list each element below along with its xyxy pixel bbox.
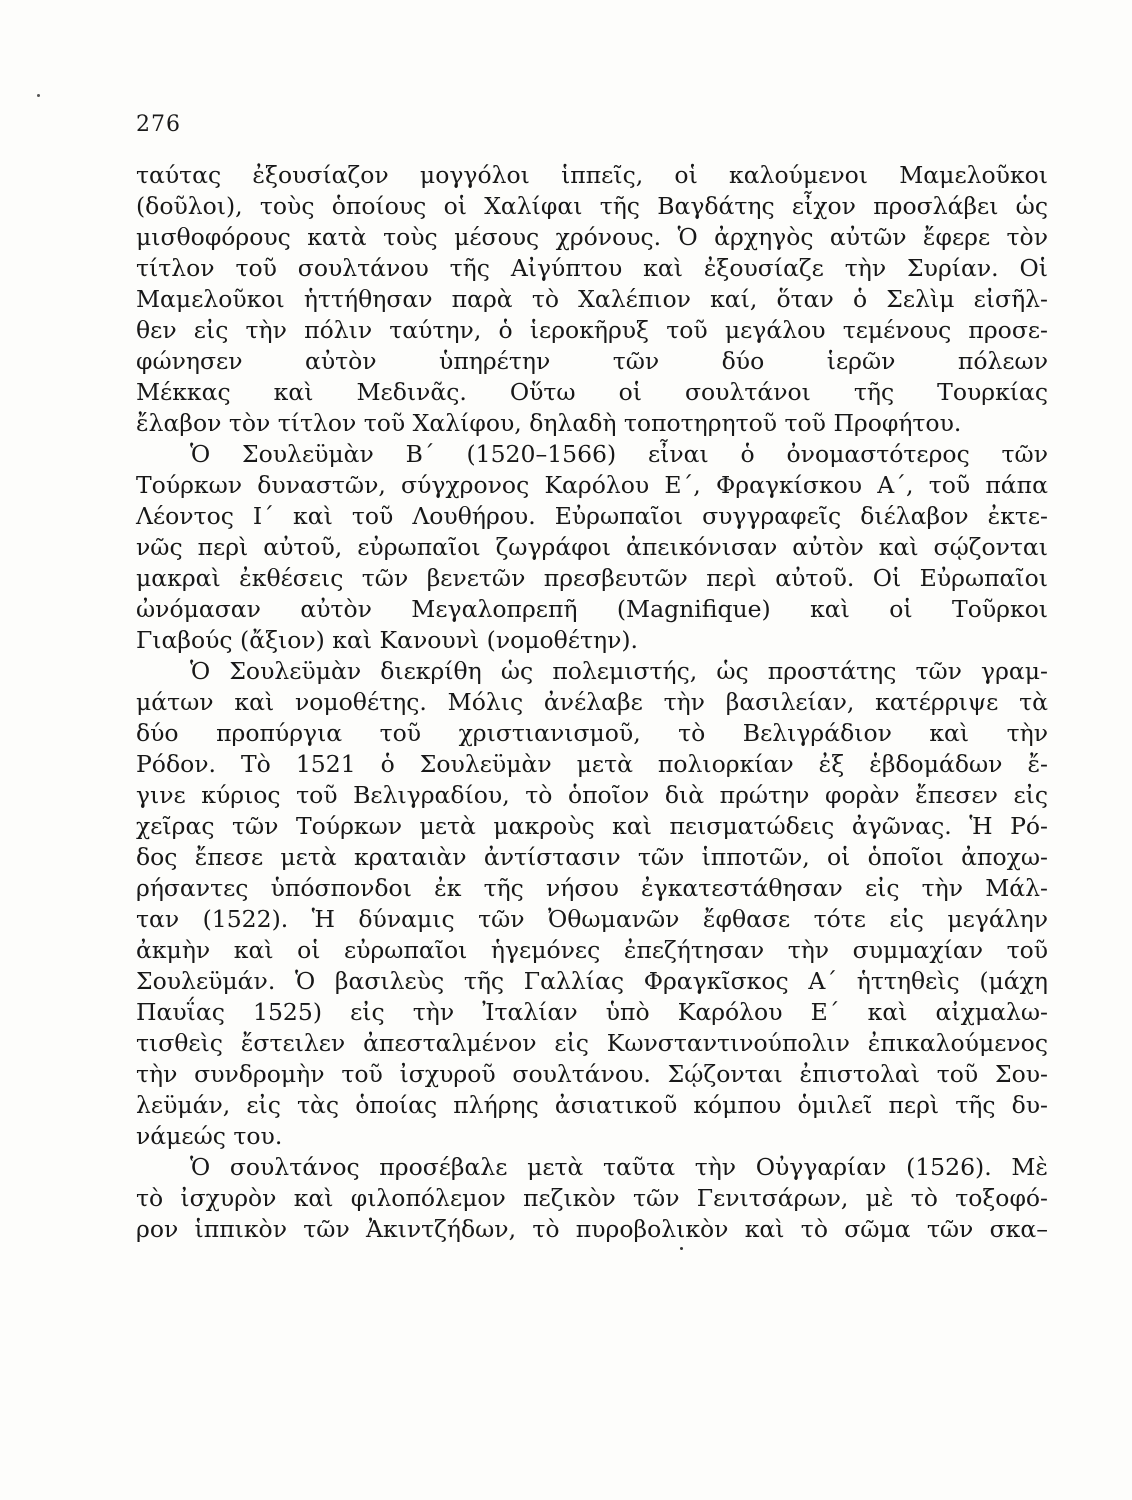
paragraph-start-line: Ὁ Σουλεϋμὰν διεκρίθη ὡς πολεμιστής, ὡς προστάτης τῶν γραμ- bbox=[190, 657, 1048, 685]
text-line: Ρόδον. Τὸ 1521 ὁ Σουλεϋμὰν μετὰ πολιορκίαν ἐξ ἑβδομάδων ἔ- bbox=[136, 750, 1048, 778]
text-line: ταν (1522). Ἡ δύναμις τῶν Ὀθωμανῶν ἔφθασε τότε εἰς μεγάλην bbox=[136, 905, 1048, 933]
text-line: δος ἔπεσε μετὰ κραταιὰν ἀντίστασιν τῶν ἱπποτῶν, οἱ ὁποῖοι ἀποχω- bbox=[136, 843, 1048, 871]
text-line: τὸ ἰσχυρὸν καὶ φιλοπόλεμον πεζικὸν τῶν Γενιτσάρων, μὲ τὸ τοξοφό- bbox=[136, 1184, 1048, 1212]
text-line: (δοῦλοι), τοὺς ὁποίους οἱ Χαλίφαι τῆς Βαγδάτης εἶχον προσλάβει ὡς bbox=[136, 192, 1048, 220]
text-line: φώνησεν αὐτὸν ὑπηρέτην τῶν δύο ἱερῶν πόλεων bbox=[136, 347, 1048, 375]
text-line: ἀκμὴν καὶ οἱ εὐρωπαῖοι ἡγεμόνες ἐπεζήτησαν τὴν συμμαχίαν τοῦ bbox=[136, 936, 1048, 964]
text-line: ρον ἱππικὸν τῶν Ἀκιντζήδων, τὸ πυροβολικὸν καὶ τὸ σῶμα τῶν σκα– bbox=[136, 1215, 1048, 1243]
text-line: ταύτας ἐξουσίαζον μογγόλοι ἱππεῖς, οἱ καλούμενοι Μαμελοῦκοι bbox=[136, 161, 1048, 189]
scan-speck bbox=[680, 1247, 683, 1250]
text-line: μισθοφόρους κατὰ τοὺς μέσους χρόνους. Ὁ ἀρχηγὸς αὐτῶν ἔφερε τὸν bbox=[136, 223, 1048, 251]
text-line: Γιαβούς (ἄξιον) καὶ Κανουνὶ (νομοθέτην). bbox=[136, 626, 639, 654]
text-line: μάτων καὶ νομοθέτης. Μόλις ἀνέλαβε τὴν βασιλείαν, κατέρριψε τὰ bbox=[136, 688, 1048, 716]
text-line: ἔλαβον τὸν τίτλον τοῦ Χαλίφου, δηλαδὴ τοποτηρητοῦ τοῦ Προφήτου. bbox=[136, 409, 962, 437]
paragraph-start-line: Ὁ Σουλεϋμὰν Β΄ (1520–1566) εἶναι ὁ ὀνομαστότερος τῶν bbox=[190, 440, 1048, 468]
text-line: Σουλεϋμάν. Ὁ βασιλεὺς τῆς Γαλλίας Φραγκῖσκος Α΄ ἡττηθεὶς (μάχη bbox=[136, 967, 1048, 995]
text-line: μακραὶ ἐκθέσεις τῶν βενετῶν πρεσβευτῶν περὶ αὐτοῦ. Οἱ Εὐρωπαῖοι bbox=[136, 564, 1048, 592]
text-line: Μέκκας καὶ Μεδινᾶς. Οὕτω οἱ σουλτάνοι τῆς Τουρκίας bbox=[136, 378, 1048, 406]
text-line: ὠνόμασαν αὐτὸν Μεγαλοπρεπῆ (Magnifique) καὶ οἱ Τοῦρκοι bbox=[136, 595, 1048, 623]
text-line: Λέοντος Ι΄ καὶ τοῦ Λουθήρου. Εὐρωπαῖοι συγγραφεῖς διέλαβον ἐκτε- bbox=[136, 502, 1048, 530]
body-text bbox=[136, 160, 1048, 1245]
text-line: νῶς περὶ αὐτοῦ, εὐρωπαῖοι ζωγράφοι ἀπεικόνισαν αὐτὸν καὶ σῴζονται bbox=[136, 533, 1048, 561]
text-line: τίτλον τοῦ σουλτάνου τῆς Αἰγύπτου καὶ ἐξουσίαζε τὴν Συρίαν. Οἱ bbox=[136, 254, 1048, 282]
text-line: ρήσαντες ὑπόσπονδοι ἐκ τῆς νήσου ἐγκατεστάθησαν εἰς τὴν Μάλ- bbox=[136, 874, 1048, 902]
text-line: γινε κύριος τοῦ Βελιγραδίου, τὸ ὁποῖον διὰ πρώτην φορὰν ἔπεσεν εἰς bbox=[136, 781, 1048, 809]
text-line: λεϋμάν, εἰς τὰς ὁποίας πλήρης ἀσιατικοῦ κόμπου ὁμιλεῖ περὶ τῆς δυ- bbox=[136, 1091, 1048, 1119]
text-line: θεν εἰς τὴν πόλιν ταύτην, ὁ ἱεροκῆρυξ τοῦ μεγάλου τεμένους προσε- bbox=[136, 316, 1048, 344]
text-line: χεῖρας τῶν Τούρκων μετὰ μακροὺς καὶ πεισματώδεις ἀγῶνας. Ἡ Ρό- bbox=[136, 812, 1048, 840]
text-line: τισθεὶς ἔστειλεν ἀπεσταλμένον εἰς Κωνσταντινούπολιν ἐπικαλούμενος bbox=[136, 1029, 1048, 1057]
text-line: Μαμελοῦκοι ἡττήθησαν παρὰ τὸ Χαλέπιον καί, ὅταν ὁ Σελὶμ εἰσῆλ- bbox=[136, 285, 1048, 313]
page-number: 276 bbox=[136, 112, 181, 137]
text-line: δύο προπύργια τοῦ χριστιανισμοῦ, τὸ Βελιγράδιον καὶ τὴν bbox=[136, 719, 1048, 747]
text-line: τὴν συνδρομὴν τοῦ ἰσχυροῦ σουλτάνου. Σῴζονται ἐπιστολαὶ τοῦ Σου- bbox=[136, 1060, 1048, 1088]
text-line: Παυΐας 1525) εἰς τὴν Ἰταλίαν ὑπὸ Καρόλου Ε΄ καὶ αἰχμαλω- bbox=[136, 998, 1048, 1026]
text-line: νάμεώς του. bbox=[136, 1122, 283, 1150]
scan-speck bbox=[37, 94, 40, 97]
paragraph-start-line: Ὁ σουλτάνος προσέβαλε μετὰ ταῦτα τὴν Οὐγγαρίαν (1526). Μὲ bbox=[190, 1153, 1048, 1181]
text-line: Τούρκων δυναστῶν, σύγχρονος Καρόλου Ε΄, Φραγκίσκου Α΄, τοῦ πάπα bbox=[136, 471, 1048, 499]
